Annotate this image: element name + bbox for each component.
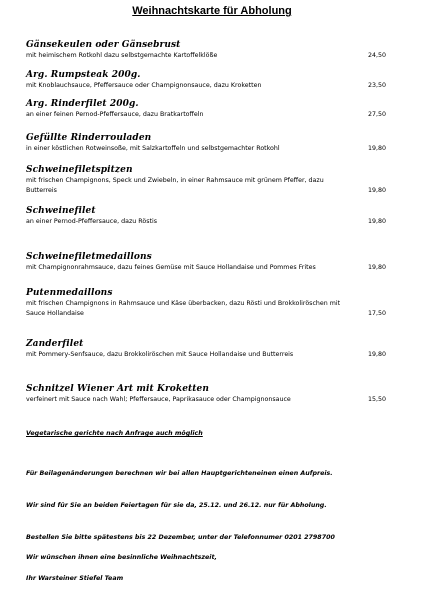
dish-description-text: mit Pommery-Senfsauce, dazu Brokkoliröschen mit Sauce Hollandaise und Butterreis [26,351,294,358]
dish-price: 19,80 [367,186,386,194]
dish-item [26,384,396,405]
dish-description [26,395,396,405]
dish-description-text: in einer köstlichen Rotweinsoße, mit Salzkartoffeln und selbstgemachter Rotkohl [26,145,280,152]
dish-name: Gänsekeulen oder Gänsebrust [26,40,181,50]
dish-description-text: an einer feinen Pernod-Pfeffersauce, dazu Bratkartoffeln [26,111,204,118]
dish-description [26,144,396,154]
dish-price: 17,50 [367,309,386,317]
holiday-note: Wir sind für Sie an beiden Feiertagen für sie da, 25.12. und 26.12. nur für Abholung. [26,502,327,509]
dish-name: Schweinefiletspitzen [26,165,133,175]
dish-description [26,176,396,195]
dish-price: 23,50 [367,82,386,89]
dish-description [26,350,396,360]
dish-name: Schnitzel Wiener Art mit Kroketten [26,384,210,394]
dish-price: 15,50 [367,396,386,403]
dish-item [26,206,396,227]
dish-description-text: mit frischen Champignons in Rahmsauce und Käse überbacken, dazu Rösti und Brokkoliröschen mit Sauce Hollandaise [26,300,341,317]
dish-item [26,288,396,318]
dish-item [26,165,396,195]
dish-description-text: mit Champignonrahmsauce, dazu feines Gemüse mit Sauce Hollandaise und Pommes Frites [26,264,316,271]
wishes-note: Wir wünschen ihnen eine besinnliche Weihnachtszeit, [26,554,217,561]
page-title: Weihnachtskarte für Abholung [132,5,292,17]
dish-price: 19,80 [367,264,386,271]
dish-item [26,339,396,360]
dish-description [26,81,396,91]
dish-name: Gefüllte Rinderrouladen [26,133,152,143]
dish-price: 19,80 [367,351,386,358]
dish-description-text: mit Knoblauchsauce, Pfeffersauce oder Champignonsauce, dazu Kroketten [26,82,262,89]
dish-description [26,263,396,273]
dish-description-text: an einer Pernod-Pfeffersauce, dazu Röstis [26,218,158,225]
dish-name: Zanderfilet [26,339,84,349]
signature: Ihr Warsteiner Stiefel Team [26,575,124,582]
dish-name: Schweinefilet [26,206,96,216]
dish-price: 19,80 [367,145,386,152]
dish-item [26,252,396,273]
dish-item [26,133,396,154]
order-note: Bestellen Sie bitte spätestens bis 22 Dezember, unter der Telefonnumer 0201 2798700 [26,534,335,541]
dish-description-text: verfeinert mit Sauce nach Wahl; Pfeffersauce, Paprikasauce oder Champignonsauce [26,396,291,403]
dish-description [26,217,396,227]
dish-description [26,299,396,318]
dish-name: Schweinefiletmedaillons [26,252,152,262]
dish-description-text: mit frischen Champignons, Speck und Zwiebeln, in einer Rahmsauce mit grünem Pfeffer, dazu Butterreis [26,177,324,194]
side-dish-note: Für Beilagenänderungen berechnen wir bei allen Hauptgerichteneinen einen Aufpreis. [26,470,333,477]
dish-name: Arg. Rinderfilet 200g. [26,99,139,109]
dish-item [26,40,396,61]
dish-description-text: mit heimischem Rotkohl dazu selbstgemachte Kartoffelklöße [26,52,218,59]
dish-price: 24,50 [367,52,386,59]
dish-item [26,70,396,91]
dish-description [26,110,396,120]
dish-description [26,51,396,61]
vegetarian-note: Vegetarische gerichte nach Anfrage auch möglich [26,430,203,437]
dish-name: Putenmedaillons [26,288,113,298]
dish-name: Arg. Rumpsteak 200g. [26,70,141,80]
dish-price: 19,80 [367,218,386,225]
dish-price: 27,50 [367,111,386,118]
dish-item [26,99,396,120]
